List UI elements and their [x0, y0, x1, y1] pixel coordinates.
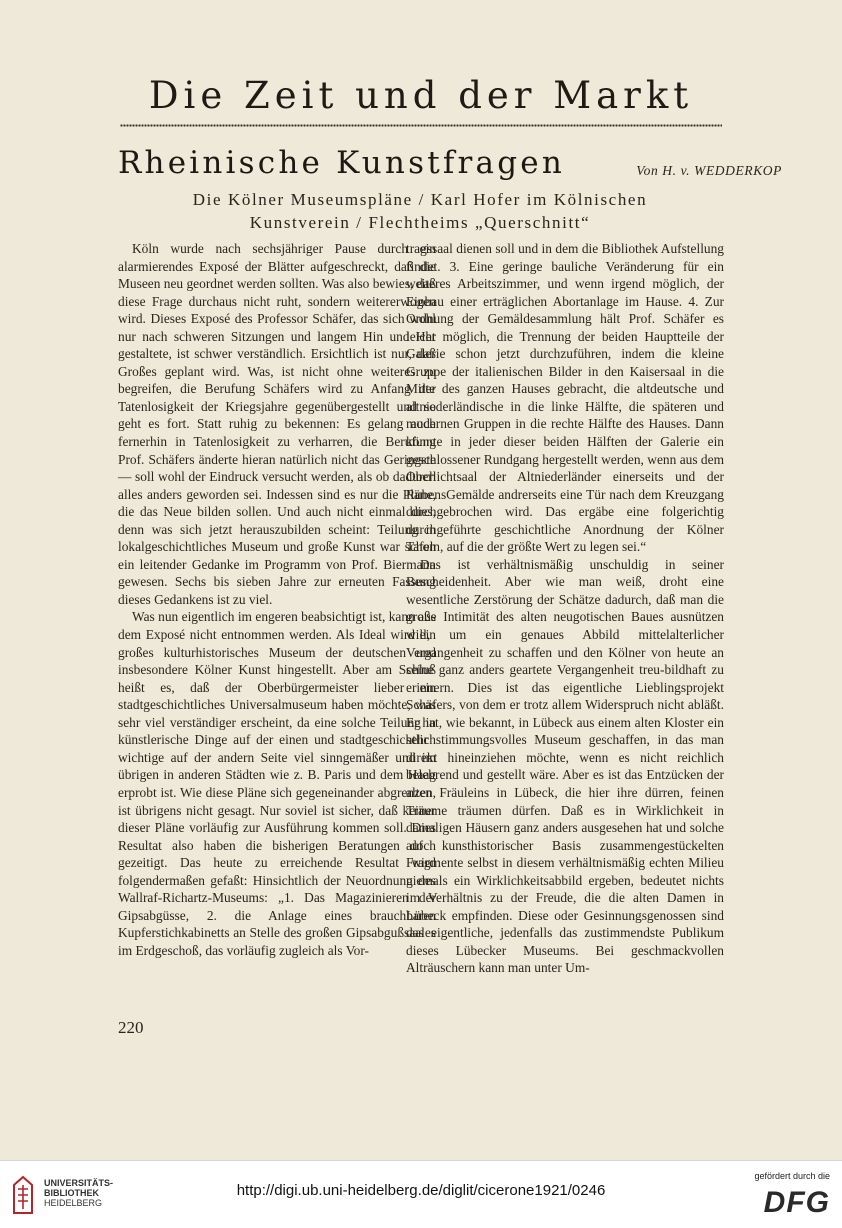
funding-note: gefördert durch die: [754, 1171, 830, 1181]
page-number: 220: [118, 1018, 144, 1037]
text-column-left: [118, 240, 436, 959]
permalink[interactable]: http://digi.ub.uni-heidelberg.de/diglit/cicerone1921/0246: [236, 1182, 606, 1199]
article-byline: Von H. v. WEDDERKOP: [636, 163, 782, 178]
article-subtitle-line-2: Kunstverein / Flechtheims „Querschnitt“: [249, 213, 591, 232]
text-column-right: [406, 240, 724, 977]
article-title: Rheinische Kunstfragen: [118, 145, 565, 181]
paragraph: Was nun eigentlich im engeren beabsichtigt ist, kann aus dem Exposé nicht entnommen werden. Als Ideal wird ein großes kulturhistorisches Museum der deutschen und insbesondere Kölner Kunst hingestellt. Aber am Schluß heißt es, daß der Oberbürgermeister lieber ein stadtgeschichtliches Universalmuseum haben möchte, was sehr viel verständiger erscheint, da eine solche Teilung in künstlerische Dinge auf der einen und stadtgeschichtlich wichtige auf der andern Seite viel sinngemäßer und im übrigen in anderen Städten wie z. B. Paris und dem Haag erprobt ist. Wie diese Pläne sich gegeneinander abgrenzen, ist übrigens nicht gesagt. Nur soviel ist sicher, daß keiner dieser Pläne vorläufig zur Ausführung kommen soll. Dies Resultat also haben die bisherigen Beratungen doch gezeitigt. Das heute zu erreichende Resultat wird folgendermaßen gefaßt: Hinsichtlich der Neuordnung des Wallraf-Richartz-Museums: „1. Das Magazinieren der Gipsabgüsse, 2. die Anlage eines brauchbaren Kupferstichkabinetts an Stelle des großen Gipsabgußsaales im Erdgeschoß, das vorläufig zugleich als Vor-: [118, 609, 436, 958]
paragraph: Das ist verhältnismäßig unschuldig in seiner Bescheidenheit. Aber wie man weiß, droht eine wesentliche Zerstörung der Schätze dadurch, daß man die große Intimität des alten neugotischen Baues ausnützen will, um ein genaues Abbild mittelalterlicher Vergangenheit zu schaffen und den Kölner von heute an seine ganz anders geartete Vergangenheit treu-bildhaft zu erinnern. Dies ist das eigentliche Lieblingsprojekt Schäfers, von dem er trotz allem Widerspruch nicht abläßt. Er hat, wie bekannt, in Lübeck aus einem alten Kloster ein sehr stimmungsvolles Museum geschaffen, in das man direkt hineinziehen möchte, wenn es nicht reichlich belehrend und gestellt wäre. Aber es ist das Entzücken der alten Fräuleins in Lübeck, die hier ihre dürren, feinen Träume träumen dürfen. Daß es in Wirklichkeit in damaligen Häusern ganz anders ausgesehen hat und solche auf kunsthistorischer Basis zusammengestückelten Fragmente selbst in diesem verhältnismäßig echten Milieu niemals ein Wirklichkeitsabbild ergeben, bedeutet nichts im Verhältnis zu der Freude, die die alten Damen in Lübeck empfinden. Diese oder Gesinnungsgenossen sind das eigentliche, jedenfalls das zustimmendste Publikum dieses Lübecker Museums. Bei geschmackvollen Alträuschern kann man unter Um-: [406, 556, 724, 976]
library-name: UNIVERSITÄTS- BIBLIOTHEK HEIDELBERG: [44, 1178, 114, 1208]
article-subtitle-line-1: Die Kölner Museumspläne / Karl Hofer im Kölnischen: [192, 190, 648, 209]
paragraph: tragssaal dienen soll und in dem die Bibliothek Aufstellung findet. 3. Eine geringe bauliche Veränderung für ein weiteres Arbeitszimmer, und wenn irgend möglich, der Einbau einer erträglichen Abortanlage im Hause. 4. Zur Ordnung der Gemäldesammlung hält Prof. Schäfer es leicht möglich, die Trennung der beiden Hauptteile der Galerie schon jetzt durchzuführen, indem die kleine Gruppe der italienischen Bilder in den Kaisersaal in die Mitte des ganzen Hauses gebracht, die altdeutsche und altniederländische in die linke Hälfte, die späteren und modernen Gruppen in die rechte Hälfte des Hauses. Dann könnte in jeder dieser beiden Hälften der Galerie ein geschlossener Rundgang hergestellt werden, wenn aus dem Oberlichtsaal der Altniederländer einerseits und der RubensGemälde andrerseits eine Tür nach dem Kreuzgang durchgebrochen wird. Das ergäbe eine folgerichtig durchgeführte geschichtliche Anordnung der Kölner Tafeln, auf die der größte Wert zu legen sei.“: [406, 241, 724, 555]
dotted-divider: [120, 124, 722, 130]
paragraph: Köln wurde nach sechsjähriger Pause durch ein alarmierendes Exposé der Blätter aufgeschreckt, daß die Museen neu geordnet werden sollten. Was also bewies, daß diese Frage durchaus nicht ruht, sondern weitererwogen wird. Dieses Exposé des Professor Schäfer, das sich wohl nur nach schweren Sitzungen und langem Hin und Her gestaltete, ist schwer verständlich. Ersichtlich ist nur, daß Großes geplant wird. Was, ist nicht ohne weiteres zu begreifen, die Berufung Schäfers wird zu Anfang der Tatenlosigkeit der Kriegsjahre gegenübergestellt und so geht es fort. Statt ruhig zu bekennen: Es gelang auch fernerhin in Tatenlosigkeit zu verharren, die Berufung Prof. Schäfers änderte hieran natürlich nicht das Geringste — soll wohl der Eindruck versucht werden, als ob dadurch alles anders geworden sei. Indessen sind es nur die Pläne, die das Neue bilden sollen. Und auch nicht einmal dies, denn was sich jetzt herauszubilden scheint: Teilung in lokalgeschichtliches Museum und große Kunst war schon ein leitender Gedanke im Programm von Prof. Biermann gewesen. Sechs bis sieben Jahre zur erneuten Fassung dieses Gedankens ist zu viel.: [118, 241, 436, 607]
dfg-logo: DFG: [763, 1186, 830, 1219]
viewer-footer: [0, 1160, 842, 1228]
journal-section-heading: Die Zeit und der Markt: [148, 74, 694, 117]
